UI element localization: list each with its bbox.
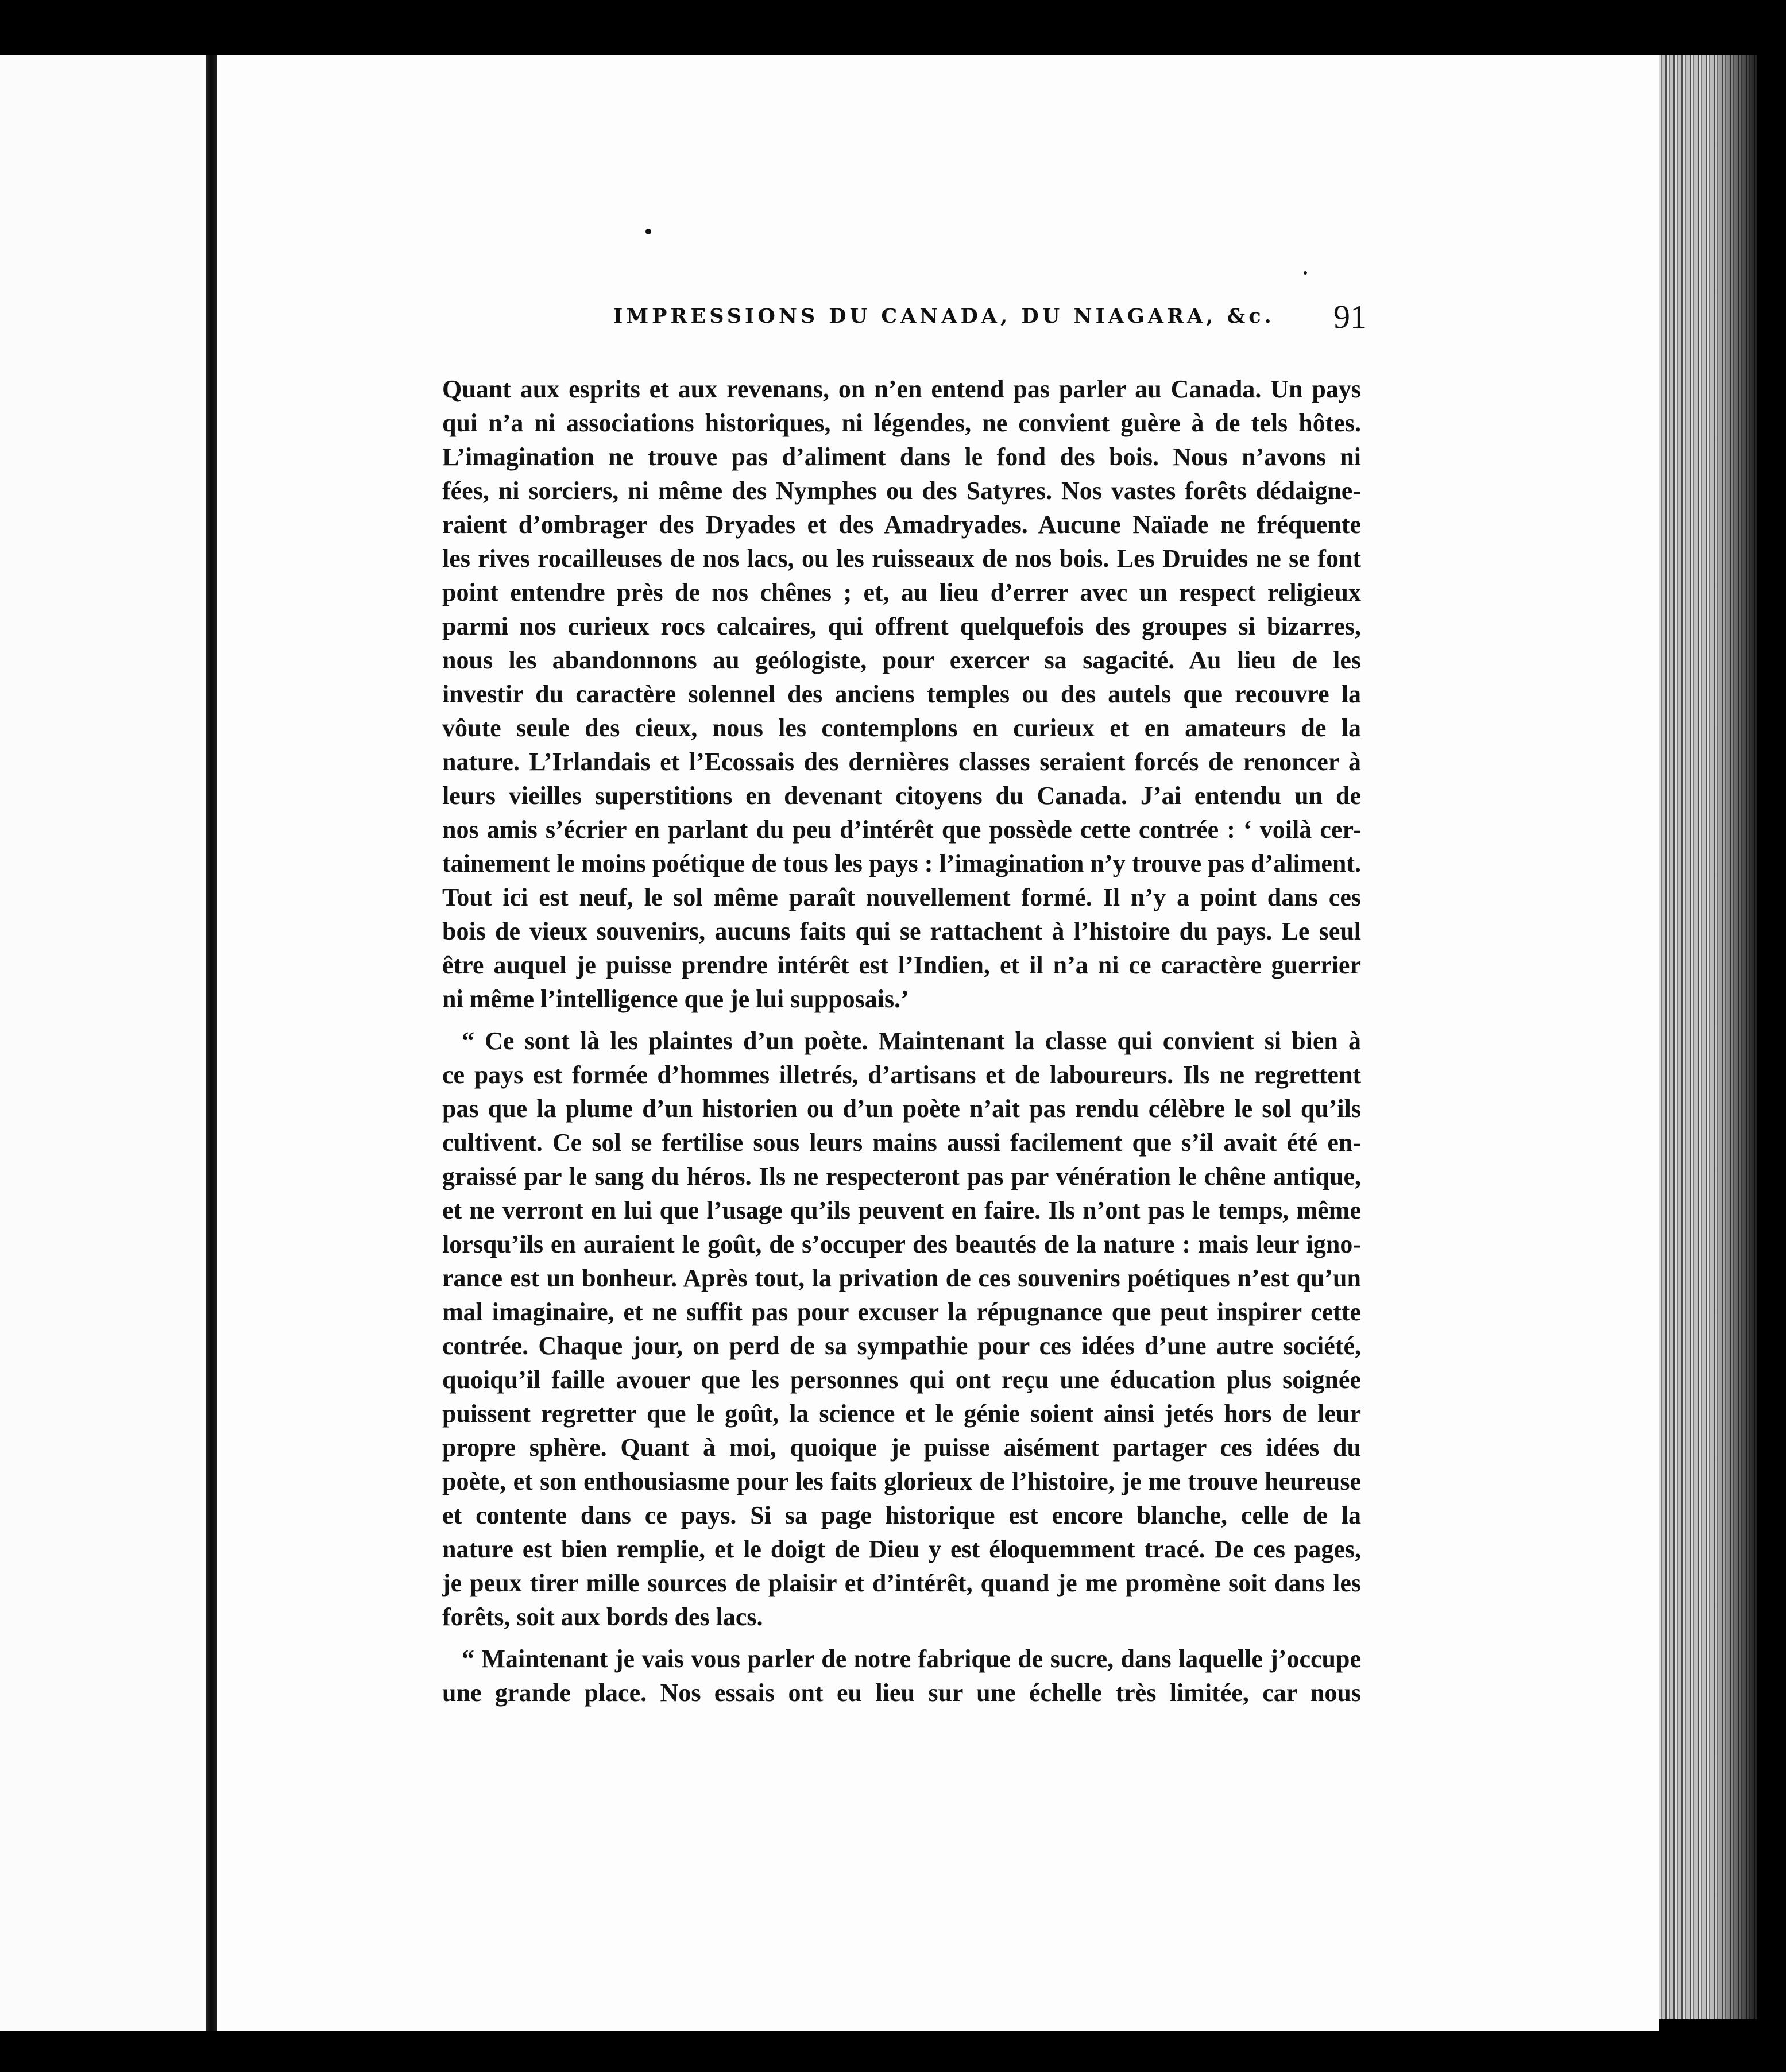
text-line: cultivent. Ce sol se fertilise sous leurs mains aussi facilement que s’il avait été en- (442, 1128, 1361, 1157)
text-line: bois de vieux souvenirs, aucuns faits qui se rattachent à l’histoire du pays. Le seul (442, 917, 1361, 945)
page-gutter (206, 55, 217, 2031)
text-line: parmi nos curieux rocs calcaires, qui offrent quelquefois des groupes si bizarres, (442, 612, 1361, 640)
text-line: et contente dans ce pays. Si sa page historique est encore blanche, celle de la (442, 1501, 1361, 1529)
text-line: être auquel je puisse prendre intérêt est l’Indien, et il n’a ni ce caractère guerrier (442, 951, 1361, 979)
paragraph (442, 372, 1361, 1016)
text-line: nature. L’Irlandais et l’Ecossais des dernières classes seraient forcés de renoncer à (442, 748, 1361, 776)
page-number: 91 (1333, 298, 1367, 335)
text-line: nous les abandonnons au geólogiste, pour exercer sa sagacité. Au lieu de les (442, 646, 1361, 674)
text-line: vôute seule des cieux, nous les contemplons en curieux et en amateurs de la (442, 714, 1361, 742)
text-line: lorsqu’ils en auraient le goût, de s’occuper des beautés de la nature : mais leur igno- (442, 1230, 1361, 1258)
text-line: raient d’ombrager des Dryades et des Amadryades. Aucune Naïade ne fréquente (442, 511, 1361, 539)
text-line: quoiqu’il faille avouer que les personnes qui ont reçu une éducation plus soignée (442, 1366, 1361, 1394)
text-line: poète, et son enthousiasme pour les faits glorieux de l’histoire, je me trouve heureuse (442, 1467, 1361, 1495)
text-line: L’imagination ne trouve pas d’aliment dans le fond des bois. Nous n’avons ni (442, 443, 1361, 471)
scan-speck (645, 229, 651, 234)
text-line: propre sphère. Quant à moi, quoique je puisse aisément partager ces idées du (442, 1433, 1361, 1462)
text-line: graissé par le sang du héros. Ils ne respecteront pas par vénération le chêne antique, (442, 1162, 1361, 1190)
text-line: fées, ni sorciers, ni même des Nymphes ou des Satyres. Nos vastes forêts dédaigne- (442, 477, 1361, 505)
text-line: je peux tirer mille sources de plaisir et d’intérêt, quand je me promène soit dans les (442, 1569, 1361, 1597)
text-line: ce pays est formée d’hommes illetrés, d’artisans et de laboureurs. Ils ne regrettent (442, 1061, 1361, 1089)
text-line: investir du caractère solennel des anciens temples ou des autels que recouvre la (442, 680, 1361, 708)
text-line: rance est un bonheur. Après tout, la privation de ces souvenirs poétiques n’est qu’un (442, 1264, 1361, 1292)
paragraph (442, 1024, 1361, 1634)
text-line: nature est bien remplie, et le doigt de Dieu y est éloquemment tracé. De ces pages, (442, 1535, 1361, 1563)
text-line: nos amis s’écrier en parlant du peu d’intérêt que possède cette contrée : ‘ voilà cer- (442, 815, 1361, 844)
body-text (442, 372, 1361, 1710)
text-line: Quant aux esprits et aux revenans, on n’en entend pas parler au Canada. Un pays (442, 375, 1361, 403)
text-line: qui n’a ni associations historiques, ni légendes, ne convient guère à de tels hôtes. (442, 409, 1361, 437)
text-line: “ Ce sont là les plaintes d’un poète. Maintenant la classe qui convient si bien à (462, 1027, 1361, 1055)
scan-speck (1304, 271, 1307, 275)
text-line: leurs vieilles superstitions en devenant citoyens du Canada. J’ai entendu un de (442, 782, 1361, 810)
text-line: ni même l’intelligence que je lui supposais.’ (442, 985, 909, 1013)
running-head: IMPRESSIONS DU CANADA, DU NIAGARA, &c. (613, 304, 1275, 328)
paragraph (442, 1642, 1361, 1710)
adjacent-left-page (0, 55, 206, 2031)
text-line: point entendre près de nos chênes ; et, au lieu d’errer avec un respect religieux (442, 578, 1361, 606)
text-line: forêts, soit aux bords des lacs. (442, 1603, 763, 1631)
text-line: les rives rocailleuses de nos lacs, ou les ruisseaux de nos bois. Les Druides ne se font (442, 544, 1361, 573)
paragraph-gap (442, 1016, 1361, 1024)
text-line: contrée. Chaque jour, on perd de sa sympathie pour ces idées d’une autre société, (442, 1332, 1361, 1360)
text-line: puissent regretter que le goût, la science et le génie soient ainsi jetés hors de leur (442, 1400, 1361, 1428)
text-line: tainement le moins poétique de tous les pays : l’imagination n’y trouve pas d’aliment. (442, 849, 1361, 877)
paragraph-gap (442, 1634, 1361, 1642)
book-edge-shadow (1711, 55, 1757, 2019)
text-line: “ Maintenant je vais vous parler de notre fabrique de sucre, dans laquelle j’occupe (462, 1645, 1361, 1673)
text-line: Tout ici est neuf, le sol même paraît nouvellement formé. Il n’y a point dans ces (442, 883, 1361, 911)
text-line: mal imaginaire, et ne suffit pas pour excuser la répugnance que peut inspirer cette (442, 1298, 1361, 1326)
text-line: et ne verront en lui que l’usage qu’ils peuvent en faire. Ils n’ont pas le temps, même (442, 1196, 1361, 1224)
text-line: pas que la plume d’un historien ou d’un poète n’ait pas rendu célèbre le sol qu’ils (442, 1095, 1361, 1123)
text-line: une grande place. Nos essais ont eu lieu sur une échelle très limitée, car nous (442, 1679, 1361, 1707)
